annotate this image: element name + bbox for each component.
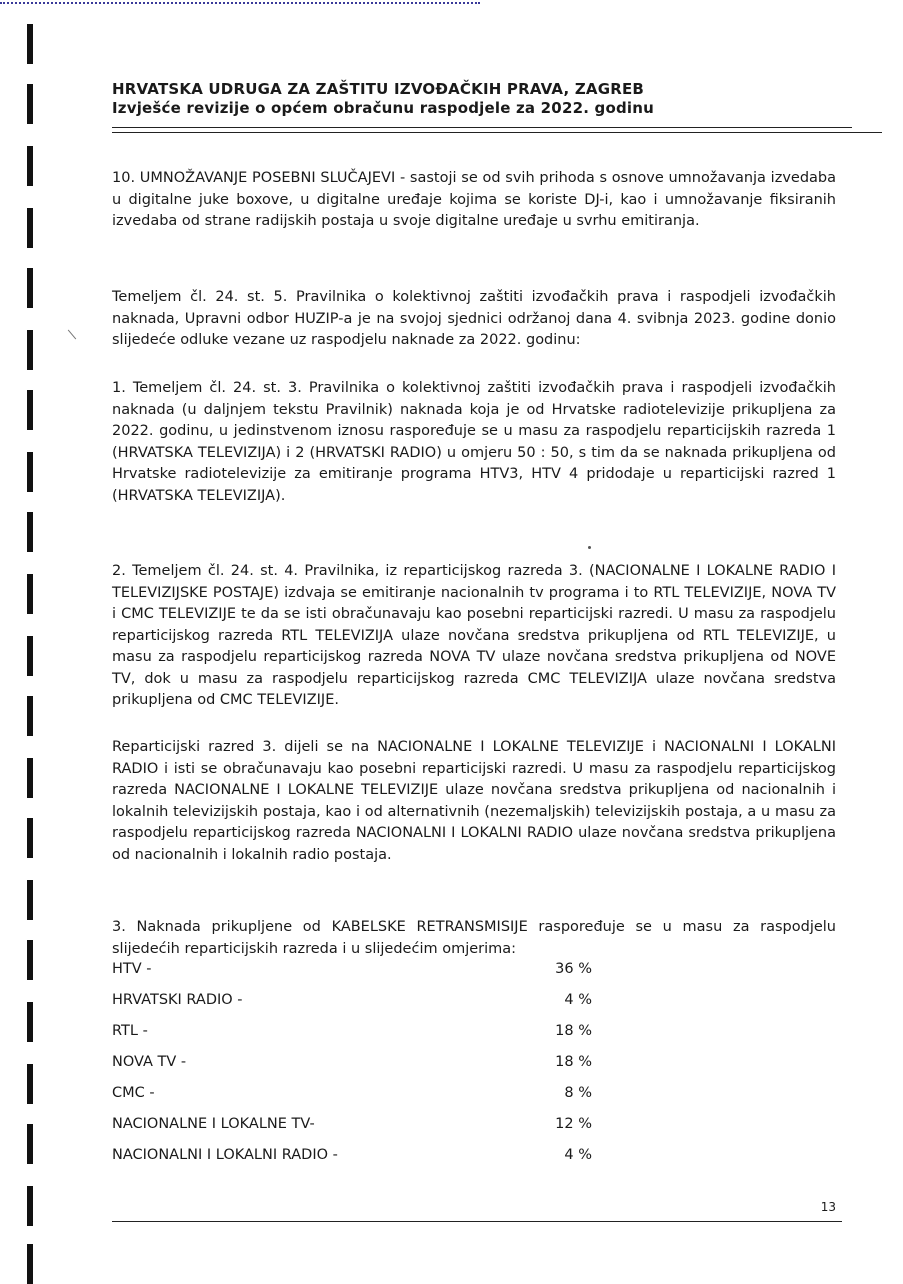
table-row <box>112 1023 592 1054</box>
binding-mark <box>27 636 33 676</box>
scan-dot <box>588 546 591 549</box>
document-header <box>112 80 842 118</box>
binding-mark <box>27 146 33 186</box>
paragraph-decision-3: 3. Naknada prikupljene od KABELSKE RETRANSMISIJE raspoređuje se u masu za raspodjelu slijedećih reparticijskih razreda i u slijedećim omjerima: <box>112 919 836 957</box>
binding-mark <box>27 330 33 370</box>
binding-mark <box>27 696 33 736</box>
page-number: 13 <box>820 1200 836 1214</box>
distribution-percent: 12 % <box>555 1116 592 1132</box>
binding-mark <box>27 390 33 430</box>
footer-rule <box>112 1221 842 1222</box>
binding-mark <box>27 1002 33 1042</box>
distribution-label: NOVA TV - <box>112 1054 187 1070</box>
table-row <box>112 1085 592 1116</box>
binding-mark <box>27 818 33 858</box>
distribution-label: HRVATSKI RADIO - <box>112 992 243 1008</box>
paragraph-item-10: 10. UMNOŽAVANJE POSEBNI SLUČAJEVI - sastoji se od svih prihoda s osnove umnožavanja izvedaba u digitalne juke boxove, u digitalne uređaje kojima se koriste DJ-i, kao i umnožavanje fiksiranih izvedaba od strane radijskih postaja u svoje digitalne uređaje u svrhu emitiranja. <box>112 170 836 229</box>
table-row <box>112 961 592 992</box>
distribution-percent: 4 % <box>564 992 592 1008</box>
scan-stray-mark <box>68 330 76 340</box>
table-row <box>112 992 592 1023</box>
table-row <box>112 1116 592 1147</box>
distribution-label: RTL - <box>112 1023 148 1039</box>
binding-mark <box>27 208 33 248</box>
distribution-label: NACIONALNI I LOKALNI RADIO - <box>112 1147 338 1163</box>
paragraph-decision-2: 2. Temeljem čl. 24. st. 4. Pravilnika, iz reparticijskog razreda 3. (NACIONALNE I LOKALNE RADIO I TELEVIZIJSKE POSTAJE) izdvaja se emitiranje nacionalnih tv programa i to RTL TELEVIZIJE, NOVA TV i CMC TELEVIZIJE te da se isti obračunavaju kao posebni reparticijski razredi. U masu za raspodjelu reparticijskog razreda RTL TELEVIZIJA ulaze novčana sredstva prikupljena od RTL TELEVIZIJE, u masu za raspodjelu reparticijskog razreda NOVA TV ulaze novčana sredstva prikupljena od NOVE TV, dok u masu za raspodjelu reparticijskog razreda CMC TELEVIZIJA ulaze novčana sredstva prikupljena od CMC TELEVIZIJE. <box>112 563 836 708</box>
header-rule <box>112 132 882 133</box>
binding-mark <box>27 1186 33 1226</box>
binding-mark <box>27 574 33 614</box>
binding-mark <box>27 84 33 124</box>
binding-mark <box>27 452 33 492</box>
binding-mark <box>27 880 33 920</box>
top-scan-dotted-line <box>0 2 480 4</box>
binding-mark <box>27 268 33 308</box>
binding-mark <box>27 24 33 64</box>
distribution-percent: 8 % <box>564 1085 592 1101</box>
binding-mark <box>27 758 33 798</box>
paragraph-intro: Temeljem čl. 24. st. 5. Pravilnika o kolektivnoj zaštiti izvođačkih prava i raspodjeli izvođačkih naknada, Upravni odbor HUZIP-a je na svojoj sjednici održanoj dana 4. svibnja 2023. godine donio slijedeće odluke vezane uz raspodjelu naknade za 2022. godinu: <box>112 289 836 348</box>
binding-margin-marks <box>27 0 35 1278</box>
report-title: Izvješće revizije o općem obračunu raspodjele za 2022. godinu <box>112 99 655 117</box>
distribution-percent: 4 % <box>564 1147 592 1163</box>
binding-mark <box>27 1244 33 1284</box>
distribution-table <box>112 961 592 1178</box>
table-row <box>112 1147 592 1178</box>
distribution-label: HTV - <box>112 961 152 977</box>
distribution-label: CMC - <box>112 1085 155 1101</box>
paragraph-decision-1: 1. Temeljem čl. 24. st. 3. Pravilnika o kolektivnoj zaštiti izvođačkih prava i raspodjeli izvođačkih naknada (u daljnjem tekstu Pravilnik) naknada koja je od Hrvatske radiotelevizije prikupljena za 2022. godinu, u jedinstvenom iznosu raspoređuje se u masu za raspodjelu reparticijskih razreda 1 (HRVATSKA TELEVIZIJA) i 2 (HRVATSKI RADIO) u omjeru 50 : 50, s tim da se naknada prikupljena od Hrvatske radiotelevizije za emitiranje programa HTV3, HTV 4 pridodaje u reparticijski razred 1 (HRVATSKA TELEVIZIJA). <box>112 380 836 504</box>
distribution-percent: 36 % <box>555 961 592 977</box>
table-row <box>112 1054 592 1085</box>
header-rule <box>112 127 852 128</box>
distribution-percent: 18 % <box>555 1054 592 1070</box>
binding-mark <box>27 512 33 552</box>
paragraph-decision-2-continued: Reparticijski razred 3. dijeli se na NACIONALNE I LOKALNE TELEVIZIJE i NACIONALNI I LOKALNI RADIO i isti se obračunavaju kao posebni reparticijski razredi. U masu za raspodjelu reparticijskog razreda NACIONALNE I LOKALNE TELEVIZIJE ulaze novčana sredstva prikupljena od nacionalnih i lokalnih televizijskih postaja, kao i od alternativnih (nezemaljskih) televizijskih postaja, a u masu za raspodjelu reparticijskog razreda NACIONALNI I LOKALNI RADIO ulaze novčana sredstva prikupljena od nacionalnih i lokalnih radio postaja. <box>112 739 836 863</box>
distribution-label: NACIONALNE I LOKALNE TV- <box>112 1116 315 1132</box>
distribution-percent: 18 % <box>555 1023 592 1039</box>
organization-name: HRVATSKA UDRUGA ZA ZAŠTITU IZVOĐAČKIH PRAVA, ZAGREB <box>112 80 645 98</box>
binding-mark <box>27 1064 33 1104</box>
binding-mark <box>27 1124 33 1164</box>
binding-mark <box>27 940 33 980</box>
